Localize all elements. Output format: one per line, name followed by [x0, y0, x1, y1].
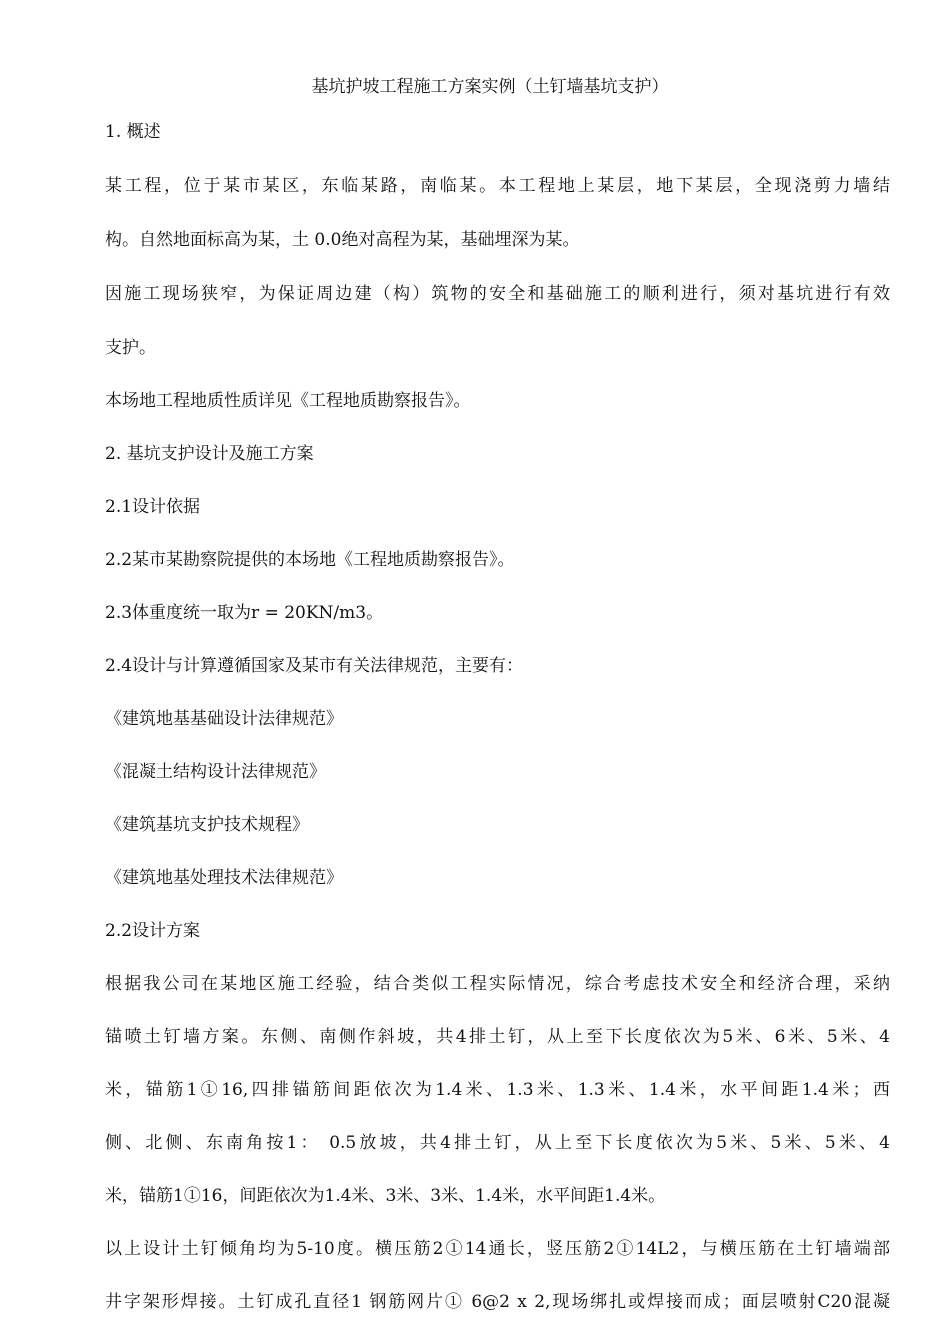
- paragraph-line: 锚喷土钉墙方案。东侧、南侧作斜坡，共4排土钉，从上至下长度依次为5米、6米、5米、4: [105, 1027, 890, 1047]
- paragraph-line: 米，锚筋1①16,四排锚筋间距依次为1.4米、1.3米、1.3米、1.4米，水平间距1.4米；西: [105, 1080, 890, 1100]
- paragraph-line: 本场地工程地质性质详见《工程地质勘察报告》。: [105, 391, 471, 411]
- section-heading-design: 2. 基坑支护设计及施工方案: [105, 444, 314, 464]
- paragraph-line: 支护。: [105, 338, 156, 358]
- subsection-heading: 2.2设计方案: [105, 921, 201, 941]
- paragraph-line: 侧、北侧、东南角按1： 0.5放坡，共4排土钉，从上至下长度依次为5米、5米、5米、4: [105, 1133, 890, 1153]
- paragraph-line: 井字架形焊接。土钉成孔直径1 钢筋网片① 6@2 x 2,现场绑扎或焊接而成；面层喷射C20混凝: [105, 1292, 890, 1312]
- standard-reference: 《混凝土结构设计法律规范》: [105, 762, 326, 782]
- paragraph-line: 2.2某市某勘察院提供的本场地《工程地质勘察报告》。: [105, 550, 515, 570]
- section-heading-overview: 1. 概述: [105, 122, 161, 142]
- paragraph-line: 以上设计土钉倾角均为5-10度。横压筋2①14通长，竖压筋2①14L2，与横压筋在土钉墙端部: [105, 1239, 890, 1259]
- paragraph-line: 某工程，位于某市某区，东临某路，南临某。本工程地上某层，地下某层，全现浇剪力墙结: [105, 176, 890, 196]
- document-title: 基坑护坡工程施工方案实例（土钉墙基坑支护）: [311, 77, 669, 97]
- paragraph-line: 2.4设计与计算遵循国家及某市有关法律规范，主要有：: [105, 656, 524, 676]
- paragraph-line: 因施工现场狭窄，为保证周边建（构）筑物的安全和基础施工的顺利进行，须对基坑进行有效: [105, 284, 890, 304]
- subsection-heading: 2.1设计依据: [105, 497, 201, 517]
- paragraph-line: 米，锚筋1①16，间距依次为1.4米、3米、3米、1.4米，水平间距1.4米。: [105, 1186, 666, 1206]
- paragraph-line: 2.3体重度统一取为r = 20KN/m3。: [105, 603, 384, 623]
- standard-reference: 《建筑地基处理技术法律规范》: [105, 868, 343, 888]
- paragraph-line: 根据我公司在某地区施工经验，结合类似工程实际情况，综合考虑技术安全和经济合理，采纳: [105, 974, 890, 994]
- paragraph-line: 构。自然地面标高为某，土 0.0绝对高程为某，基础埋深为某。: [105, 230, 580, 250]
- standard-reference: 《建筑基坑支护技术规程》: [105, 815, 309, 835]
- standard-reference: 《建筑地基基础设计法律规范》: [105, 709, 343, 729]
